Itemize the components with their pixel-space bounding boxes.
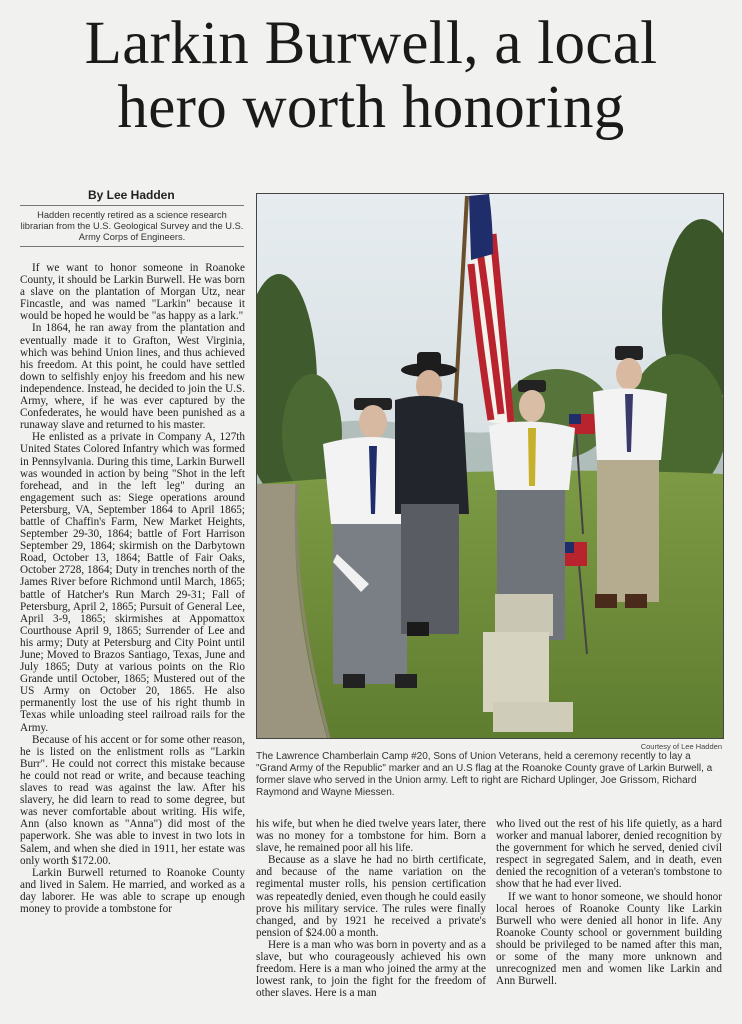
author-bio: Hadden recently retired as a science research librarian from the U.S. Geological Survey and the U.S. Army Corps of Engineers. — [20, 210, 244, 242]
byline: By Lee Hadden — [88, 188, 175, 202]
paragraph: who lived out the rest of his life quietly, as a hard worker and manual laborer, denied recognition by the government for which he served, denied civil respect in segregated Salem, and in death, even denied the recognition of a veteran's tombstone to show that he had ever lived. — [496, 818, 722, 891]
paragraph: Larkin Burwell returned to Roanoke County and lived in Salem. He married, and worked as a day laborer. He was able to scrape up enough money to provide a tombstone for — [20, 866, 245, 915]
photo-caption: The Lawrence Chamberlain Camp #20, Sons of Union Veterans, held a ceremony recently to lay a "Grand Army of the Republic" marker and an U.S flag at the Roanoke County grave of Larkin Burwell, a former slave who served in the Union army. Left to right are Richard Uplinger, Joe Grissom, Richard Raymond and Wayne Miessen. — [256, 751, 713, 798]
paragraph: If we want to honor someone in Roanoke County, it should be Larkin Burwell. He was born a slave on the plantation of Morgan Utz, near Fincastle, and was named "Larkin" because it would be hoped he would be "as happy as a lark." — [20, 262, 245, 323]
byline-rule — [20, 205, 244, 206]
paragraph: In 1864, he ran away from the plantation and eventually made it to Grafton, West Virginia, which was behind Union lines, and thus achieved his freedom. At this point, he could have settled down to selfishly enjoy his freedom and his new independence. Instead, he decided to join the U.S. Army, where, if he was ever captured by the Confederates, he would have been punished as a runaway slave and returned to his master. — [20, 322, 245, 432]
photo-credit: Courtesy of Lee Hadden — [640, 742, 722, 751]
photo-illustration — [257, 194, 723, 738]
article-column-3 — [496, 818, 722, 987]
article-column-2 — [256, 818, 486, 999]
paragraph: He enlisted as a private in Company A, 127th United States Colored Infantry which was formed in Pennsylvania. During this time, Larkin Burwell was wounded in action by being "Shot in the left forehead, and in the left leg" during an engagement such as: Siege operations around Petersburg, VA, September 1864 to April 1865; battle of Chaffin's Farm, New Market Heights, September 29-30, 1864; battle of Fort Harrison September 29, 1864; skirmish on the Darbytown Road, October 13, 1864; Battle of Fair Oaks, October 2728, 1864; Duty in trenches north of the James River before Richmond until March, 1865; battle of Hatcher's Run March 29-31; Fall of Petersburg, April 2, 1865; Pursuit of General Lee, April 3-9, 1865; skirmishes at Appomattox Courthouse April 9, 1865; Surrender of Lee and his army; Duty at Petersburg and City Point until June; Moved to Brazos Santiago, Texas, June and July 1865; Duty at various points on the Rio Grande until October, 1865; Mustered out of the US Army on October 20, 1865. He also permanently lost the use of his right thumb in Texas while unloading steel railroad rails for the Army. — [20, 431, 245, 734]
paragraph: If we want to honor someone, we should honor local heroes of Roanoke County like Larkin Burwell who were denied all honor in life. Any Roanoke County school or government building should be privileged to be named after this man, or some of the many more unknown and unrecognized men and women like Larkin and Ann Burwell. — [496, 890, 722, 988]
headline-line-2: hero worth honoring — [117, 74, 625, 141]
bio-rule — [20, 246, 244, 247]
paragraph: Here is a man who was born in poverty and as a slave, but who courageously achieved his own freedom. Here is a man who joined the army at the lowest rank, to join the fight for the freedom of other slaves. Here is a man — [256, 938, 486, 1000]
paragraph: his wife, but when he died twelve years later, there was no money for a tombstone for him. Born a slave, he remained poor all his life. — [256, 818, 486, 855]
paragraph: Because as a slave he had no birth certificate, and because of the name variation on the regimental muster rolls, his pension certification was repeatedly denied, even though he could easily prove his military service. The rules were finally changed, and by 1921 he received a private's pension of $24.00 a month. — [256, 854, 486, 939]
headline-line-1: Larkin Burwell, a local — [84, 10, 658, 77]
headline — [0, 12, 742, 140]
paragraph: Because of his accent or for some other reason, he is listed on the enlistment rolls as "Larkin Burr". He could not correct this mistake because he could not read or write, and because teaching slaves to read was against the law. After his slavery, he did learn to read to some degree, but was never comfortable about writing. His wife, Ann (also known as "Anna") did most of the paperwork. She was able to invest in two lots in Salem, and when she died in 1911, her estate was only worth $172.00. — [20, 733, 245, 867]
cemetery-photo — [256, 193, 724, 739]
article-column-1 — [20, 262, 245, 915]
